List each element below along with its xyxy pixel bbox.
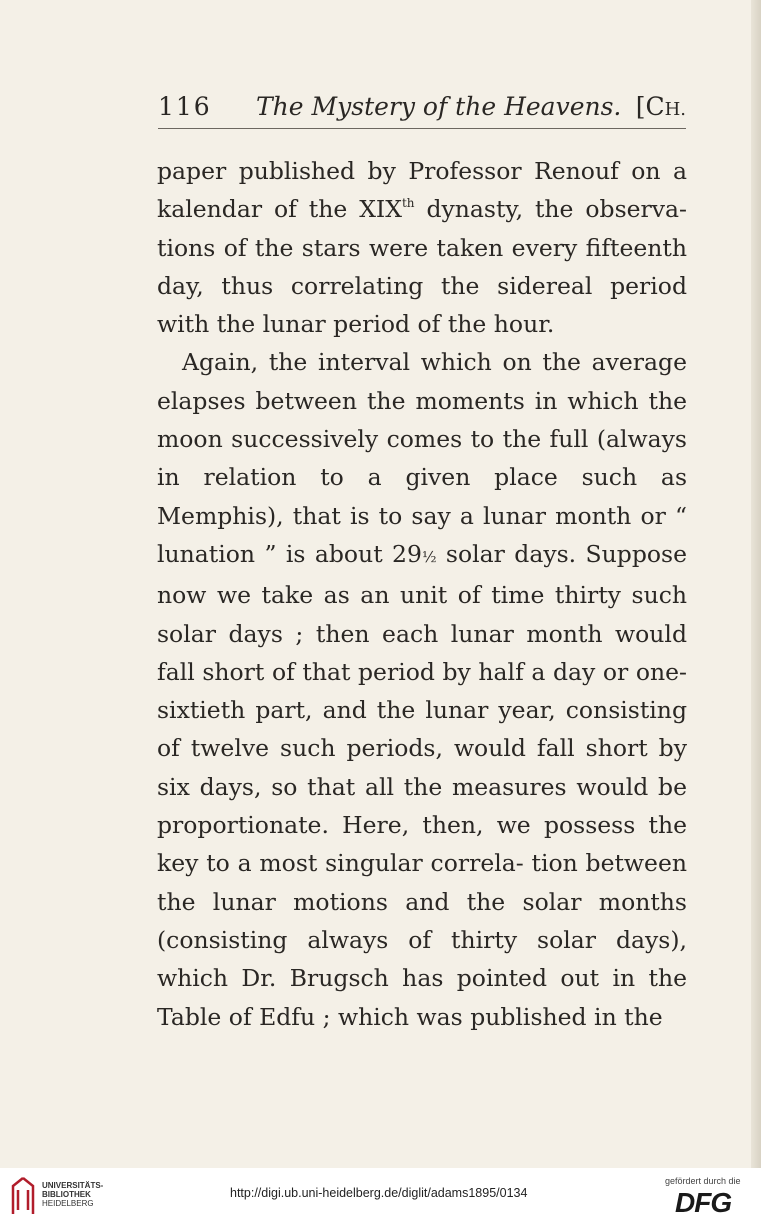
paragraph-2 bbox=[157, 343, 687, 1035]
chapter-marker-smallcaps: H. bbox=[664, 99, 686, 120]
p1-line-4: day, thus correlating the sidereal period with bbox=[157, 271, 687, 339]
running-header bbox=[158, 92, 686, 124]
university-library-logo bbox=[10, 1176, 36, 1216]
p1-line-1: paper published by Professor Renouf on a bbox=[157, 157, 687, 185]
p1-line-3: tions of the stars were taken every fifteenth bbox=[157, 233, 687, 262]
p1-line-5: the lunar period of the hour. bbox=[216, 310, 555, 339]
p2-part-1: Again, the interval which on the average elapses between the moments in which the moon successively comes to the full (always in relation to a given place such as Memphis), that is to say a lunar month or “ lunation ” is about 29 bbox=[157, 348, 687, 568]
body-text bbox=[157, 152, 687, 1036]
library-line-2: BIBLIOTHEK bbox=[42, 1190, 91, 1199]
fraction-half: ½ bbox=[421, 547, 437, 566]
paragraph-1 bbox=[157, 152, 687, 343]
chapter-marker-bracket: [C bbox=[635, 92, 665, 121]
p2-part-2: solar days. Suppose now we take as an unit of time thirty such solar days ; then each lunar month would fall short of that period by half a day or one-sixtieth part, and the lunar year, consisting of twelve such periods, would fall short by six days, so that all the measures would be proportionate. Here, then, we possess the key to a most singular correla- tion between the lunar motions and the solar months (consisting always of thirty solar days), which Dr. Brugsch has pointed out in the Table of Edfu ; which was published in the bbox=[157, 539, 687, 1031]
superscript-th: th bbox=[401, 196, 415, 211]
header-rule bbox=[158, 128, 686, 129]
dfg-logo: DFG bbox=[675, 1187, 732, 1218]
chapter-marker bbox=[636, 92, 686, 121]
running-title: The Mystery of the Heavens. bbox=[256, 92, 622, 121]
library-name bbox=[42, 1181, 103, 1208]
library-line-3: HEIDELBERG bbox=[42, 1199, 94, 1208]
permalink-url[interactable]: http://digi.ub.uni-heidelberg.de/diglit/adams1895/0134 bbox=[230, 1186, 528, 1200]
library-line-1: UNIVERSITÄTS- bbox=[42, 1181, 104, 1190]
page-edge bbox=[751, 0, 761, 1168]
p1-line-2: kalendar of the XIX bbox=[157, 195, 402, 224]
p1-line-2-rest: dynasty, the observa- bbox=[414, 195, 687, 224]
funded-by-text: gefördert durch die bbox=[665, 1176, 741, 1186]
page-number: 116 bbox=[158, 92, 212, 121]
